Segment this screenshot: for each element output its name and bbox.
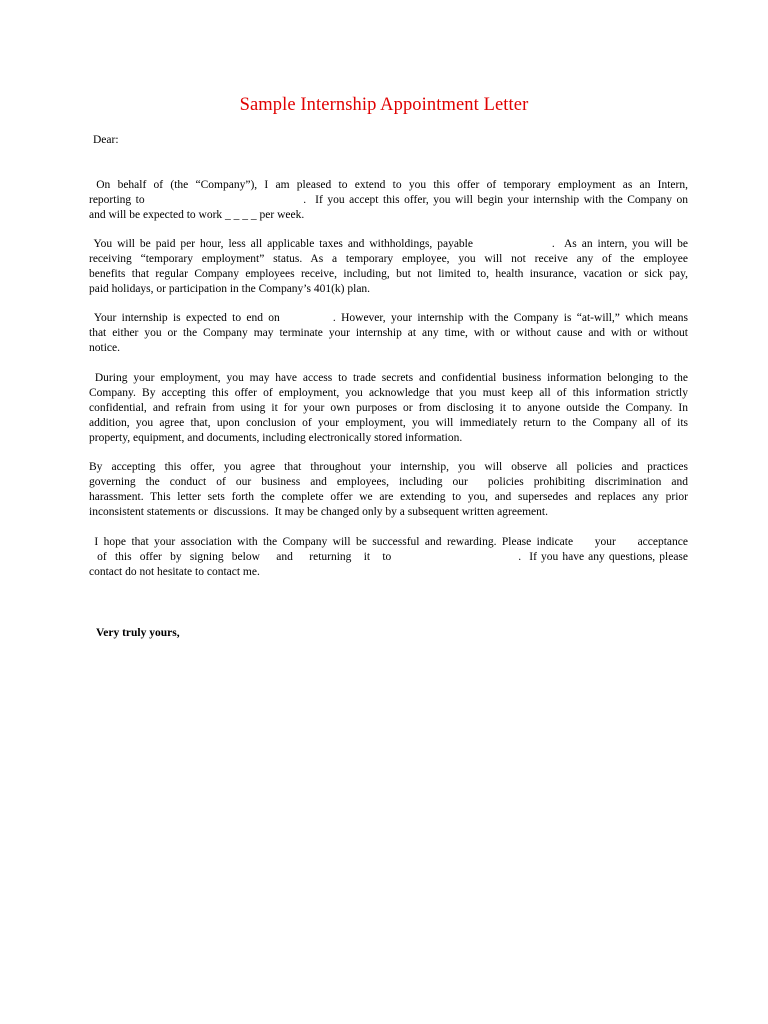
- paragraph-confidentiality: [89, 371, 688, 446]
- paragraph-pay: [89, 237, 688, 297]
- paragraph-line: harassment. This letter sets forth the complete offer we are extending to you, and supersedes and replaces any prior: [89, 491, 688, 503]
- paragraph-line: Company. By accepting this offer of employment, you acknowledge that you must keep all of this information strictly: [89, 387, 688, 399]
- paragraph-line: You will be paid per hour, less all applicable taxes and withholdings, payable . As an intern, you will be: [89, 238, 688, 250]
- paragraph-line: addition, you agree that, upon conclusion of your employment, you will immediately return to the Company all of its: [89, 417, 688, 429]
- paragraph-line: benefits that regular Company employees receive, including, but not limited to, health insurance, vacation or sick pay,: [89, 268, 688, 280]
- paragraph-line: reporting to . If you accept this offer, you will begin your internship with the Company on: [89, 194, 688, 206]
- paragraph-line: By accepting this offer, you agree that throughout your internship, you will observe all policies and practices: [89, 461, 688, 473]
- paragraph-line: that either you or the Company may terminate your internship at any time, with or without cause and with or without: [89, 327, 688, 339]
- paragraph-line: paid holidays, or participation in the Company’s 401(k) plan.: [89, 283, 371, 295]
- paragraph-line: Your internship is expected to end on . However, your internship with the Company is “at-will,” which means: [89, 312, 688, 324]
- paragraph-line: On behalf of (the “Company”), I am pleased to extend to you this offer of temporary employment as an Intern,: [89, 179, 688, 191]
- paragraph-line: inconsistent statements or discussions. It may be changed only by a subsequent written agreement.: [89, 506, 548, 518]
- paragraph-line: of this offer by signing below and returning it to . If you have any questions, please: [89, 551, 688, 563]
- paragraph-line: contact do not hesitate to contact me.: [89, 566, 260, 578]
- paragraph-acceptance: [89, 535, 688, 580]
- paragraph-line: receiving “temporary employment” status. As a temporary employee, you will not receive any of the employee: [89, 253, 688, 265]
- paragraph-offer: [89, 178, 688, 223]
- salutation: Dear:: [93, 134, 119, 146]
- paragraph-policies: [89, 460, 688, 520]
- paragraph-line: and will be expected to work _ _ _ _ per week.: [89, 209, 305, 221]
- paragraph-line: I hope that your association with the Company will be successful and rewarding. Please indicate your acceptance: [89, 536, 688, 548]
- paragraph-line: During your employment, you may have access to trade secrets and confidential business information belonging to the: [89, 372, 688, 384]
- paragraph-line: notice.: [89, 342, 120, 354]
- paragraph-line: confidential, and refrain from using it for your own purposes or from disclosing it to anyone outside the Company. In: [89, 402, 688, 414]
- letter-title: Sample Internship Appointment Letter: [239, 95, 529, 115]
- paragraph-line: property, equipment, and documents, including electronically stored information.: [89, 432, 463, 444]
- paragraph-line: governing the conduct of our business and employees, including our policies prohibiting discrimination and: [89, 476, 688, 488]
- closing-signoff: Very truly yours,: [96, 627, 180, 639]
- paragraph-term: [89, 311, 688, 356]
